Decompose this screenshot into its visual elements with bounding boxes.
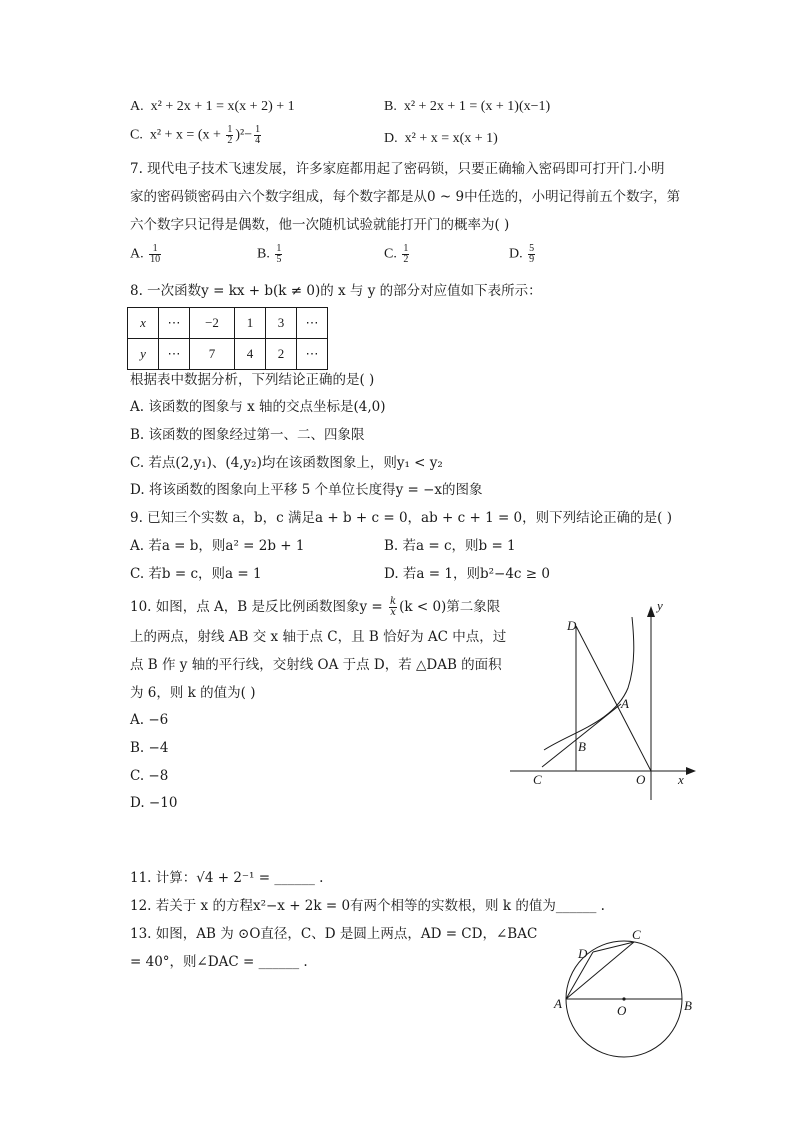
- q9-option-a: A. 若a = b，则a² = 2b + 1: [130, 538, 305, 554]
- q9-option-c: C. 若b = c，则a = 1: [130, 566, 262, 582]
- center-point: [622, 997, 625, 1000]
- q10-line-4: 为 6，则 k 的值为( ): [130, 685, 256, 701]
- q10-option-b: B. −4: [130, 740, 169, 756]
- label-a: A: [621, 696, 629, 711]
- label-b: B: [578, 739, 586, 754]
- label-c: C: [632, 928, 641, 942]
- q7-option-c: C. $\frac{1}{2}$: [384, 243, 409, 265]
- q11-text: 11. 计算：√4 + 2⁻¹ = ______ .: [130, 870, 324, 886]
- q10-line-1: 10. 如图，点 A，B 是反比例函数图象y = $\frac{k}{x}$ (k < 0)第二象限: [130, 596, 501, 618]
- label-c: C: [533, 772, 542, 787]
- label-x: x: [678, 772, 684, 787]
- q10-line-3: 点 B 作 y 轴的平行线，交射线 OA 于点 D，若 △DAB 的面积: [130, 657, 502, 673]
- label-a: A: [554, 996, 562, 1011]
- q9-option-b: B. 若a = c，则b = 1: [384, 538, 516, 554]
- q8-question: 根据表中数据分析，下列结论正确的是( ): [130, 372, 375, 388]
- x-axis-arrow: [686, 767, 696, 775]
- q7-option-b: B. $\frac{1}{5}$: [257, 243, 282, 265]
- q7-line-2: 家的密码锁密码由六个数字组成，每个数字都是从0 ~ 9中任选的，小明记得前五个数字，第: [130, 189, 681, 205]
- q6-option-c: C. x² + x = (x + $\frac{1}{2}$ )²− $\frac{1}{4}$: [130, 124, 261, 146]
- fraction: $\frac{1}{2}$: [227, 124, 233, 146]
- q10-figure: [502, 592, 712, 807]
- q8-option-d: D. 将该函数的图象向上平移 5 个单位长度得y = −x的图象: [130, 482, 483, 498]
- ray-ab: [542, 704, 621, 767]
- q8-option-b: B. 该函数的图象经过第一、二、四象限: [130, 427, 365, 443]
- ray-oa: [576, 626, 651, 771]
- label-b: B: [684, 998, 692, 1013]
- q6-option-a: A. x² + 2x + 1 = x(x + 2) + 1: [130, 99, 295, 114]
- q13-line-1: 13. 如图，AB 为 ⊙O直径，C、D 是圆上两点，AD = CD，∠BAC: [130, 926, 538, 942]
- q13-line-2: = 40°，则∠DAC = ______ .: [130, 954, 308, 970]
- q9-option-d: D. 若a = 1，则b²−4c ≥ 0: [384, 566, 550, 582]
- q9-stem: 9. 已知三个实数 a，b，c 满足a + b + c = 0，ab + c + 1 = 0，则下列结论正确的是( ): [130, 510, 672, 526]
- label-d: D: [578, 946, 588, 961]
- table-row: y ⋯ 7 4 2 ⋯: [128, 339, 328, 370]
- q6-option-b: B. x² + 2x + 1 = (x + 1)(x−1): [384, 99, 551, 114]
- q8-stem: 8. 一次函数y = kx + b(k ≠ 0)的 x 与 y 的部分对应值如下表所示：: [130, 283, 542, 299]
- label-d: D: [567, 618, 577, 633]
- q13-figure: [550, 928, 700, 1063]
- q10-line-2: 上的两点，射线 AB 交 x 轴于点 C，且 B 恰好为 AC 中点，过: [130, 629, 507, 645]
- q8-option-a: A. 该函数的图象与 x 轴的交点坐标是(4,0): [130, 399, 386, 415]
- y-axis-arrow: [647, 606, 655, 617]
- q6-option-d: D. x² + x = x(x + 1): [384, 131, 498, 146]
- q7-option-d: D. $\frac{5}{9}$: [509, 243, 535, 265]
- q7-option-a: A. $\frac{1}{10}$: [130, 243, 161, 265]
- q7-line-3: 六个数字只记得是偶数，他一次随机试验就能打开门的概率为( ): [130, 217, 510, 233]
- fraction: $\frac{1}{4}$: [255, 124, 261, 146]
- q8-option-c: C. 若点(2,y₁)、(4,y₂)均在该函数图象上，则y₁ < y₂: [130, 455, 443, 471]
- q10-option-c: C. −8: [130, 768, 169, 784]
- q12-text: 12. 若关于 x 的方程x²−x + 2k = 0有两个相等的实数根，则 k 的值为______ .: [130, 898, 605, 914]
- q8-value-table: [127, 307, 328, 370]
- q10-option-a: A. −6: [130, 712, 169, 728]
- label-y: y: [657, 598, 663, 613]
- q10-option-d: D. −10: [130, 795, 178, 811]
- label-o: O: [617, 1003, 627, 1018]
- label-o: O: [636, 772, 646, 787]
- table-row: x ⋯ −2 1 3 ⋯: [128, 308, 328, 339]
- q7-line-1: 7. 现代电子技术飞速发展，许多家庭都用起了密码锁，只要正确输入密码即可打开门.小明: [130, 161, 665, 177]
